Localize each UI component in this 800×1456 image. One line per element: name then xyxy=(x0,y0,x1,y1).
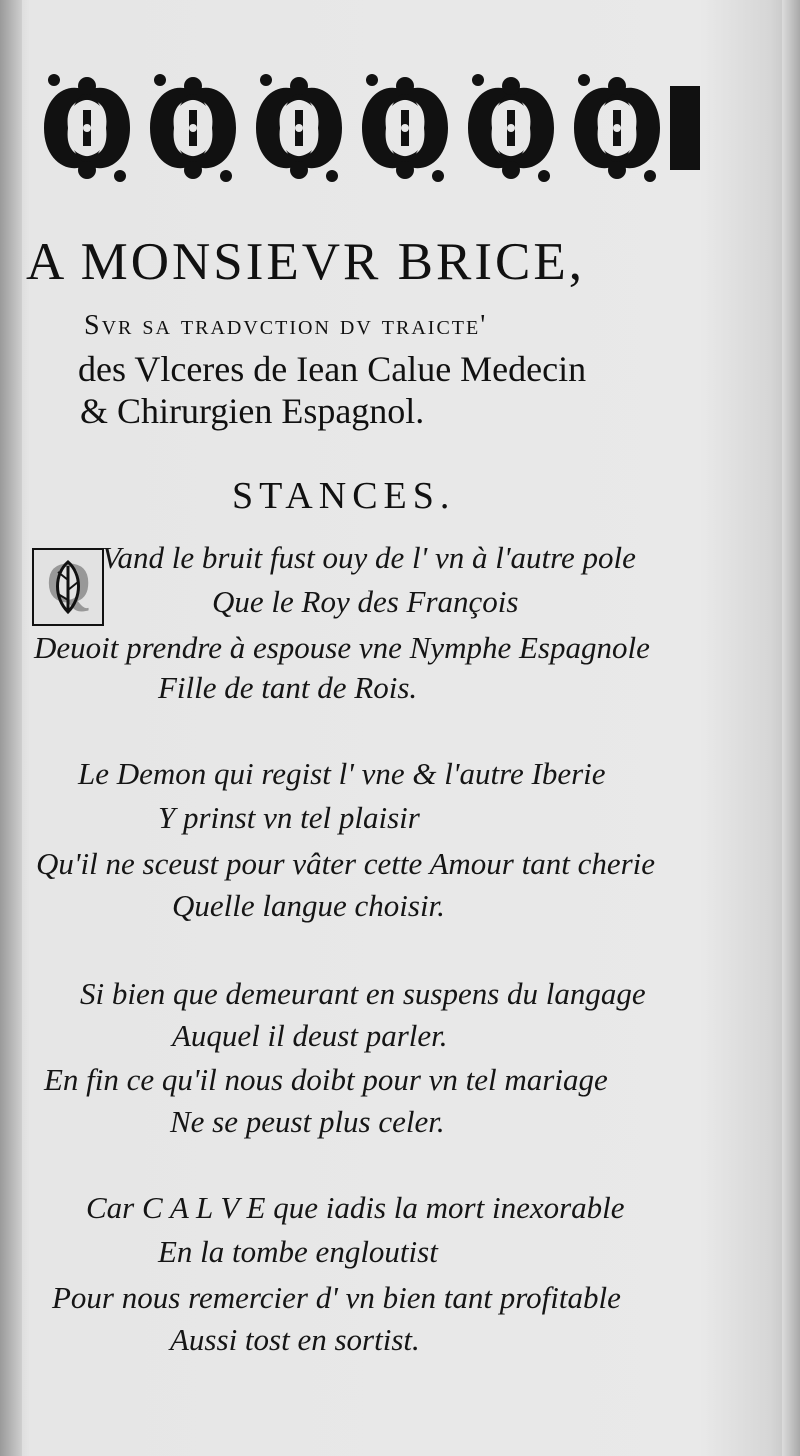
verse-line: Si bien que demeurant en suspens du langage xyxy=(80,976,646,1011)
page-title: A MONSIEVR BRICE, xyxy=(26,233,585,291)
subtitle-line: Svr sa tradvction dv traicte' xyxy=(84,310,488,341)
verse-line: Car C A L V E que iadis la mort inexorable xyxy=(86,1190,625,1225)
verse-line: Ne se peust plus celer. xyxy=(170,1104,445,1139)
verse-line: Fille de tant de Rois. xyxy=(158,670,418,705)
page-edge-right xyxy=(782,0,800,1456)
verse-line: Quelle langue choisir. xyxy=(172,888,445,923)
verse-line: Le Demon qui regist l' vne & l'autre Iberie xyxy=(78,756,606,791)
subtitle-line-2: des Vlceres de Iean Calue Medecin xyxy=(78,349,587,389)
decorative-headpiece-ornament xyxy=(34,66,706,190)
drop-capital-ornament xyxy=(32,548,104,626)
verse-line: Que le Roy des François xyxy=(212,584,519,619)
page-edge-left xyxy=(0,0,22,1456)
verse-line: Y prinst vn tel plaisir xyxy=(158,800,420,835)
subtitle-line-3: & Chirurgien Espagnol. xyxy=(80,391,425,431)
verse-line: En la tombe engloutist xyxy=(158,1234,438,1269)
verse-line: Deuoit prendre à espouse vne Nymphe Espagnole xyxy=(34,630,650,665)
verse-line: Qu'il ne sceust pour vâter cette Amour tant cherie xyxy=(36,846,656,881)
verse-line: En fin ce qu'il nous doibt pour vn tel mariage xyxy=(44,1062,608,1097)
verse-line: Pour nous remercier d' vn bien tant profitable xyxy=(52,1280,621,1315)
section-title: STANCES. xyxy=(232,475,456,517)
drop-capital-letter: Q xyxy=(46,550,92,615)
verse-line: Aussi tost en sortist. xyxy=(170,1322,420,1357)
verse-line: Vand le bruit fust ouy de l' vn à l'autre pole xyxy=(102,540,636,575)
verse-line: Auquel il deust parler. xyxy=(172,1018,448,1053)
